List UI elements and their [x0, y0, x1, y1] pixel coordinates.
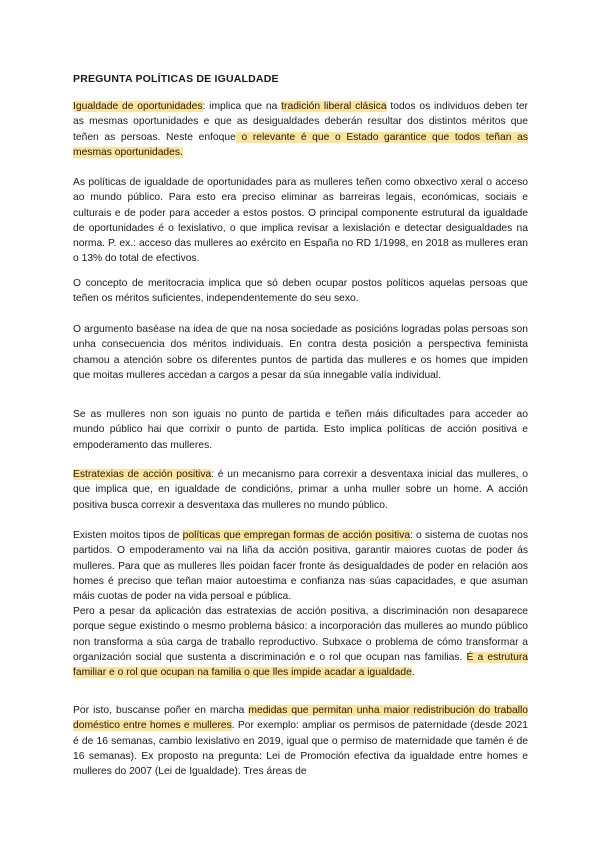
paragraph-text: : é un mecanismo para correxir a desventaxa inicial das mulleres, o que implica que, en igualdade de condicións, primar a unha muller sobre un home. A acción positiva busca correxir a desventaxa das mulleres no mundo público. — [73, 469, 528, 511]
paragraph-positive-action — [73, 467, 528, 513]
paragraph-meritocracy: O concepto de meritocracia implica que só deben ocupar postos políticos aquelas persoas que teñen os méritos suficientes, independentemente do seu sexo. — [73, 278, 528, 305]
paragraph-text: Existen moitos tipos de — [73, 530, 183, 541]
paragraph-argument: O argumento baséase na idea de que na nosa sociedade as posicións logradas polas persoas son unha consecuencia dos méritos individuais. En contra desta posición a perspectiva feminista chamou a atención sobre os diferentes puntos de partida das mulleres e os homes que impiden que moitas mulleres accedan a cargos a pesar da súa innegable valía individual. — [73, 324, 528, 381]
highlight-text: Igualdade de oportunidades — [73, 101, 203, 112]
paragraph-policies: As políticas de igualdade de oportunidades para as mulleres teñen como obxectivo xeral o acceso ao mundo público. Para esto era preciso eliminar as barreiras legais, económicas, sociais e culturais e de poder para acceder a estos postos. O principal componente estrutural da igualdade de oportunidades é o lexislativo, o que implica revisar a lexislación e detectar desigualdades na norma. P. ex.: acceso das mulleres ao exército en España no RD 1/1998, en 2018 as mulleres eran o 13% do total de efectivos. — [73, 177, 528, 265]
paragraph-text: Por isto, buscanse poñer en marcha — [73, 705, 249, 716]
paragraph-starting-point: Se as mulleres non son iguais no punto de partida e teñen máis dificultades para acceder ao mundo público hai que corrixir o punto de partida. Esto implica políticas de acción positiva e empoderamento das mulleres. — [73, 409, 528, 451]
paragraph-text: : implica que na — [202, 101, 282, 112]
highlight-text: tradición liberal clásica — [281, 101, 387, 112]
paragraph-text: : o sistema de cuotas nos partidos. O empoderamento vai na liña da acción positiva, garantir maiores cuotas de poder ás mulleres. Para que as mulleres lles poidan facer fronte ás desigualdades de poder en relación aos homes é preciso que teñan maior autoestima e confianza nas súas capacidades, e que asuman máis cuotas de poder na vida persoal e pública. — [73, 530, 528, 603]
paragraph-text: todos os individuos deben ter as mesmas oportunidades e que as desigualdades deberán resultar dos distintos méritos que teñen as persoas. Neste enfoque — [73, 101, 528, 143]
paragraph-text: Pero a pesar da aplicación das estratexias de acción positiva, a discriminación non desaparece porque segue existindo o mesmo problema básico: a incorporación das mulleres ao mundo público non transforma a súa carga de traballo reproductivo. Subxace o problema de cómo transformar a organización social que sustenta a discriminación e o rol que ocupan nas familias. — [73, 606, 528, 663]
document-title: PREGUNTA POLÍTICAS DE IGUALDADE — [73, 73, 279, 85]
highlight-text: É a estrutura familiar e o rol que ocupan na familia o que lles impide acadar a igualdade — [73, 651, 528, 679]
paragraph-policy-types — [73, 528, 528, 604]
highlight-text: Estratexias de acción positiva — [73, 469, 212, 480]
highlight-text: medidas que permitan unha maior redistribución do traballo doméstico entre homes e mulleres — [73, 705, 528, 732]
highlight-text: o relevante é que o Estado garantice que todos teñan as mesmas oportunidades. — [73, 131, 528, 158]
paragraph-text: . — [411, 667, 415, 679]
highlight-text: políticas que empregan formas de acción positiva — [182, 530, 411, 541]
paragraph-discrimination — [73, 604, 528, 680]
paragraph-equal-opportunities — [73, 99, 528, 160]
paragraph-measures — [73, 703, 528, 779]
paragraph-text: . Por exemplo: ampliar os permisos de paternidade (desde 2021 é de 16 semanas, cambio lexislativo en 2019, igual que o permiso de maternidade que tamén é de 16 semanas). Ex proposto na pregunta: Lei de Promoción efectiva da igualdade entre homes e mulleres do 2007 (Lei de Igualdade). Tres áreas de — [73, 720, 528, 778]
